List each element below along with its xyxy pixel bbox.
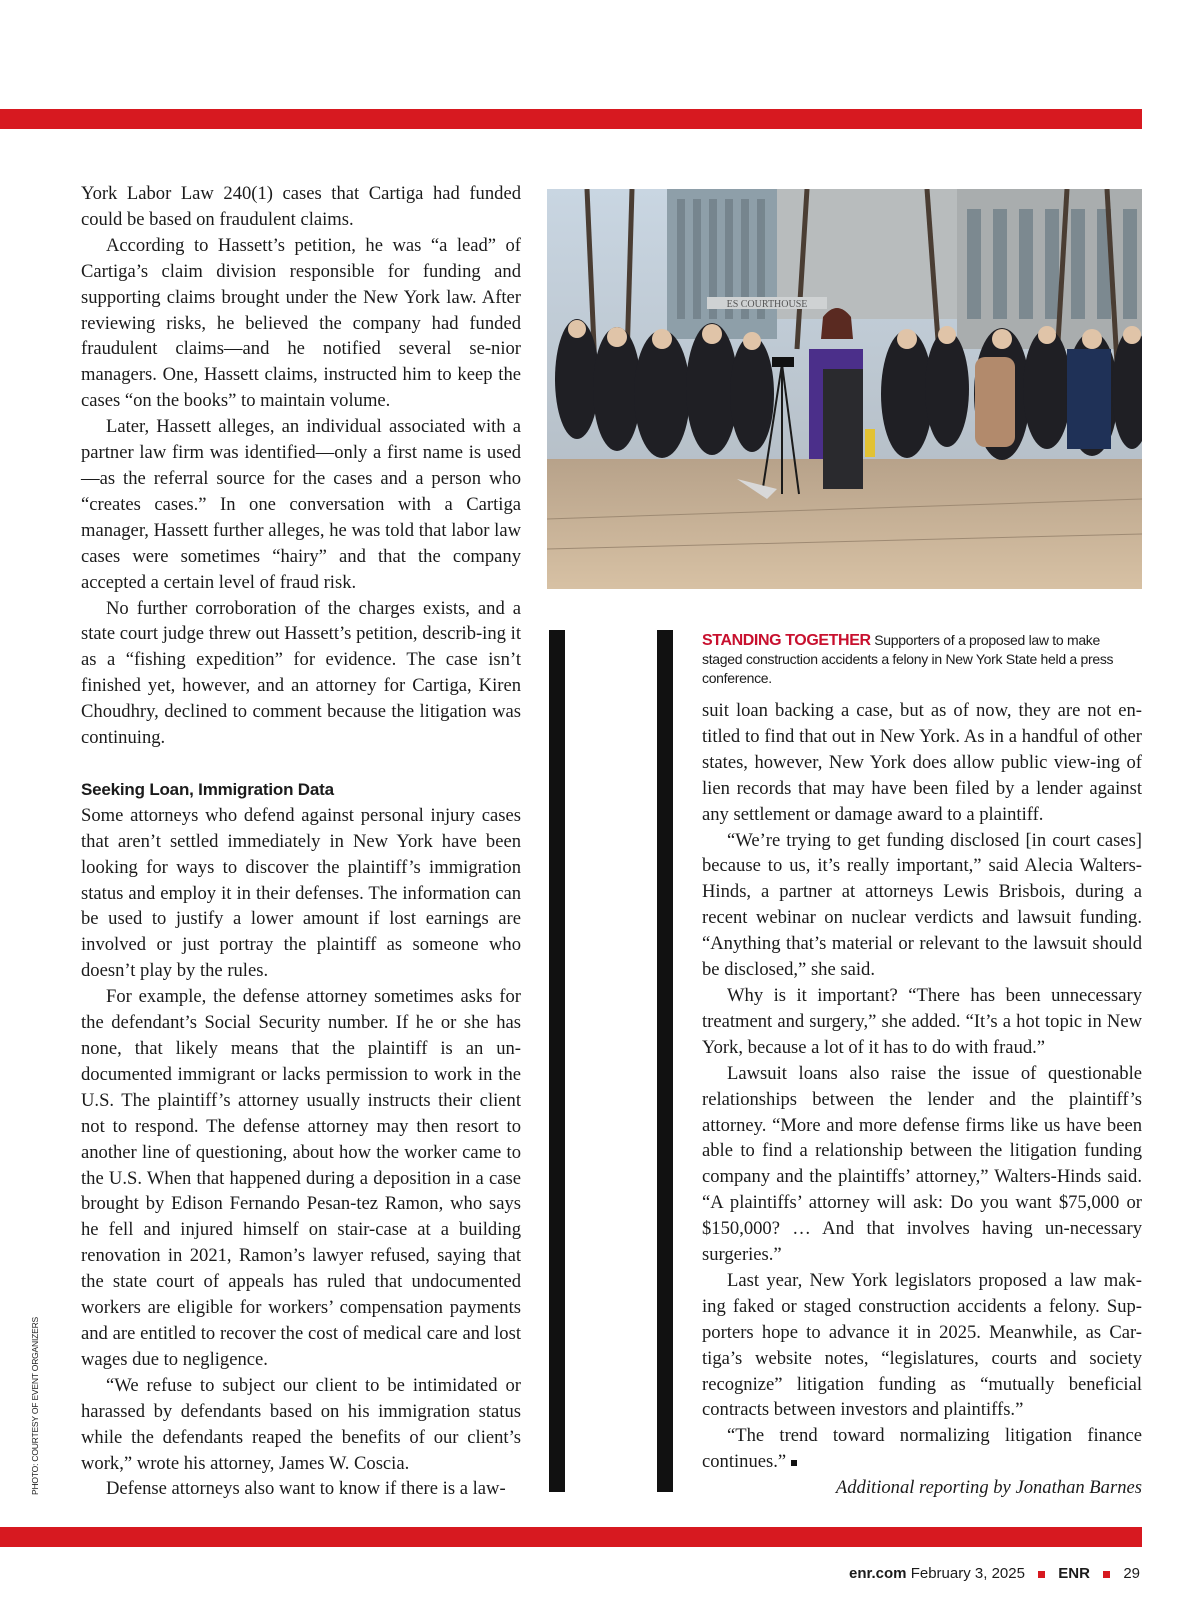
footer-date: February 3, 2025 (910, 1565, 1025, 1582)
article-paragraph: Last year, New York legislators proposed a law mak-ing faked or staged construction accidents a felony. Sup-porters hope to advance it in 2025. Meanwhile, as Car-tiga’s website notes, “legislatures, courts and society recognize” litigation funding as “mutually beneficial contracts between investors and plaintiffs.” (702, 1269, 1142, 1421)
article-paragraph: “We refuse to subject our client to be intimidated or harassed by defendants based on his immigration status while the defendants reaped the benefits of our client’s work,” wrote his attorney, James W. Coscia. (81, 1374, 521, 1474)
column-rule-right (657, 630, 673, 1492)
end-mark-icon (791, 1460, 797, 1466)
separator-square-icon (1038, 1571, 1045, 1578)
article-paragraph (702, 1423, 1142, 1475)
column-rule-left (549, 630, 565, 1492)
article-paragraph: Some attorneys who defend against personal injury cases that aren’t settled immediately in New York have been looking for ways to discover the plaintiff’s immigration status and employ it in their defenses. The information can be used to justify a lower amount if lost earnings are involved or just portray the plaintiff as someone who doesn’t play by the rules. (81, 804, 521, 982)
article-paragraph: According to Hassett’s petition, he was “a lead” of Cartiga’s claim division responsible for funding and supporting claims brought under the New York law. After reviewing risks, he believed the company had funded fraudulent claims—and he notified several se-nior managers. One, Hassett claims, instructed him to keep the cases “on the books” to maintain volume. (81, 234, 521, 412)
article-paragraph: For example, the defense attorney sometimes asks for the defendant’s Social Security number. If he or she has none, that likely means that the plaintiff is an un-documented immigrant or lacks permission to work in the U.S. The plaintiff’s attorney usually instructs their client not to respond. The defense attorney may then resort to another line of questioning, about how the worker came to the U.S. When that happened during a deposition in a case brought by Edison Fernando Pesan-tez Ramon, who says he fell and injured himself on stair-case at a building renovation in 2021, Ramon’s lawyer refused, saying that the state court of appeals has ruled that undocumented workers are eligible for workers’ compensation payments and are entitled to recover the cost of medical care and lost wages due to negligence. (81, 986, 521, 1370)
photo-credit: PHOTO: COURTESY OF EVENT ORGANIZERS (30, 1317, 40, 1495)
top-red-rule (0, 109, 1142, 129)
article-paragraph: No further corroboration of the charges exists, and a state court judge threw out Hassett’s petition, describ-ing it as a “fishing expedition” for evidence. The case isn’t finished yet, however, and an attorney for Cartiga, Kiren Choudhry, declined to comment because the litigation was continuing. (81, 597, 521, 749)
article-paragraph: suit loan backing a case, but as of now, they are not en-titled to find that out in New York. As in a handful of other states, however, New York does allow public view-ing of lien records that may have been filed by a lender against any settlement or damage award to a plaintiff. (702, 700, 1142, 825)
left-article-column (81, 181, 521, 1502)
caption-text: Supporters of a proposed law to make staged construction accidents a felony in New York State held a press conference. (702, 632, 1114, 686)
article-paragraph: “We’re trying to get funding disclosed [in court cases] because to us, it’s really important,” said Alecia Walters-Hinds, a partner at attorneys Lewis Brisbois, during a recent webinar on nuclear verdicts and lawsuit funding. “Anything that’s material or relevant to the lawsuit should be disclosed,” she said. (702, 829, 1142, 981)
photo-caption (702, 631, 1142, 688)
article-paragraph: Later, Hassett alleges, an individual associated with a partner law firm was identified—only a first name is used—as the referral source for the cases and a person who “creates cases.” In one conversation with a Cartiga manager, Hassett further alleges, he was told that labor law cases were sometimes “hairy” and that the company accepted a certain level of fraud risk. (81, 416, 521, 593)
article-paragraph: York Labor Law 240(1) cases that Cartiga had funded could be based on fraudulent claims. (81, 183, 521, 230)
footer-magazine: ENR (1058, 1565, 1090, 1582)
right-article-column (702, 698, 1142, 1501)
page-number: 29 (1123, 1565, 1140, 1582)
bottom-red-rule (0, 1527, 1142, 1547)
separator-square-icon (1103, 1571, 1110, 1578)
page-footer (849, 1565, 1140, 1582)
footer-site[interactable]: enr.com (849, 1565, 907, 1582)
byline: Additional reporting by Jonathan Barnes (835, 1477, 1142, 1499)
article-paragraph: Defense attorneys also want to know if there is a law- (106, 1478, 506, 1500)
section-subhead: Seeking Loan, Immigration Data (81, 779, 334, 799)
caption-kicker: STANDING TOGETHER (702, 632, 871, 649)
closing-quote: “The trend toward normalizing litigation finance continues.” (702, 1425, 1142, 1473)
article-paragraph: Lawsuit loans also raise the issue of questionable relationships between the lender and the plaintiff’s attorney. “More and more defense firms like us have been able to find a relationship between the litigation funding company and the plaintiffs’ attorney,” Walters-Hinds said. “A plaintiffs’ attorney will ask: Do you want $75,000 or $150,000? … And that involves having un-necessary surgeries.” (702, 1062, 1142, 1266)
building-sign-text: ES COURTHOUSE (726, 299, 808, 310)
article-paragraph: Why is it important? “There has been unnecessary treatment and surgery,” she added. “It’s a hot topic in New York, because a lot of it has to do with fraud.” (702, 984, 1142, 1058)
press-conference-photo (547, 189, 1142, 589)
